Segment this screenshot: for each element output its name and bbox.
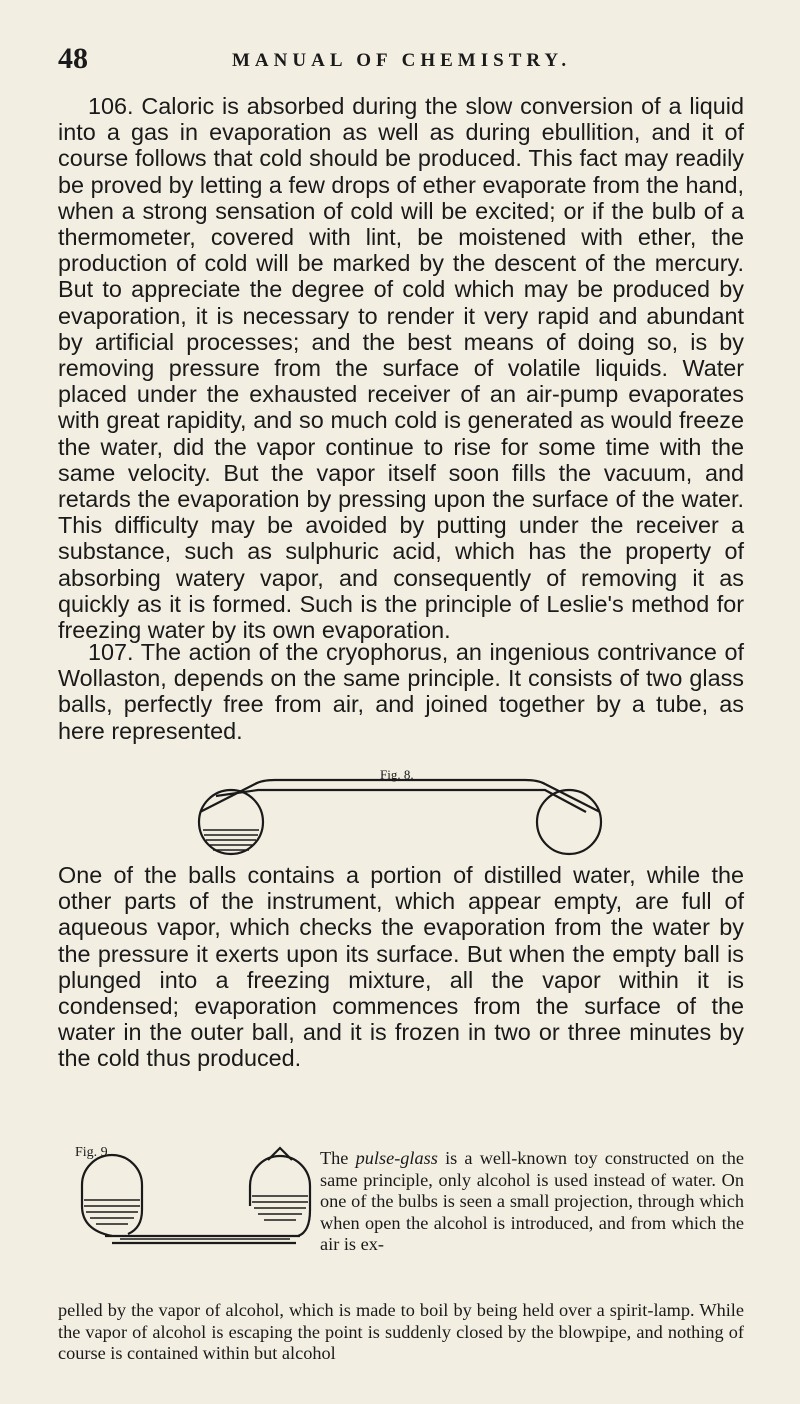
paragraph-107-text: 107. The action of the cryophorus, an ingenious contrivance of Wollaston, depends on the same principle. It consists of two glass balls, perfectly free from air, and joined together by a tube, as here represented. <box>58 639 744 744</box>
paragraph-after-fig8: One of the balls contains a portion of distilled water, while the other parts of the instrument, which appear empty, are full of aqueous vapor, which checks the evaporation from the water by the pressure it exerts upon its surface. But when the empty ball is plunged into a freezing mixture, all the vapor within it is condensed; evaporation commences from the surface of the water in the outer ball, and it is frozen in two or three minutes by the cold thus produced. <box>58 862 744 1072</box>
paragraph-106 <box>58 93 744 643</box>
figure-8-caption: Fig. 8. <box>380 767 414 782</box>
paragraph-106-text: 106. Caloric is absorbed during the slow conversion of a liquid into a gas in evaporation as well as during ebullition, and it of course follows that cold should be produced. This fact may readily be proved by letting a few drops of ether evaporate from the hand, when a strong sensation of cold will be excited; or if the bulb of a thermometer, covered with lint, be moistened with ether, the production of cold will be marked by the descent of the mercury. But to appreciate the degree of cold which may be produced by evaporation, it is necessary to render it very rapid and abundant by artificial processes; and the best means of doing so, is by removing pressure from the surface of volatile liquids. Water placed under the exhausted receiver of an air-pump evaporates with great rapidity, and so much cold is generated as would freeze the water, did the vapor continue to rise for some time with the same velocity. But the vapor itself soon fills the vacuum, and retards the evaporation by pressing upon the surface of the water. This difficulty may be avoided by putting under the receiver a substance, such as sulphuric acid, which has the property of absorbing watery vapor, and consequently of removing it as quickly as it is formed. Such is the principle of Leslie's method for freezing water by its own evaporation. <box>58 93 744 644</box>
pulse-text: is a well-known toy constructed on the same principle, only alcohol is used instead of water. On one of the bulbs is seen a small projection, through which when open the alcohol is introduced, and from which the air is ex- <box>320 1148 745 1255</box>
running-head: MANUAL OF CHEMISTRY. <box>232 50 572 71</box>
paragraph-pulse-glass-continued: pelled by the vapor of alcohol, which is made to boil by being held over a spirit-lamp. While the vapor of alcohol is escaping the point is suddenly closed by the blowpipe, and nothing of course is contained within but alcohol <box>58 1300 744 1364</box>
paragraph-107 <box>58 639 744 744</box>
page-number: 48 <box>58 42 88 75</box>
paragraph-pulse-glass <box>320 1148 744 1256</box>
pulse-glass-term: pulse-glass <box>355 1148 438 1168</box>
pulse-lead: The <box>320 1148 349 1168</box>
figure-9-caption: Fig. 9. <box>75 1145 112 1160</box>
